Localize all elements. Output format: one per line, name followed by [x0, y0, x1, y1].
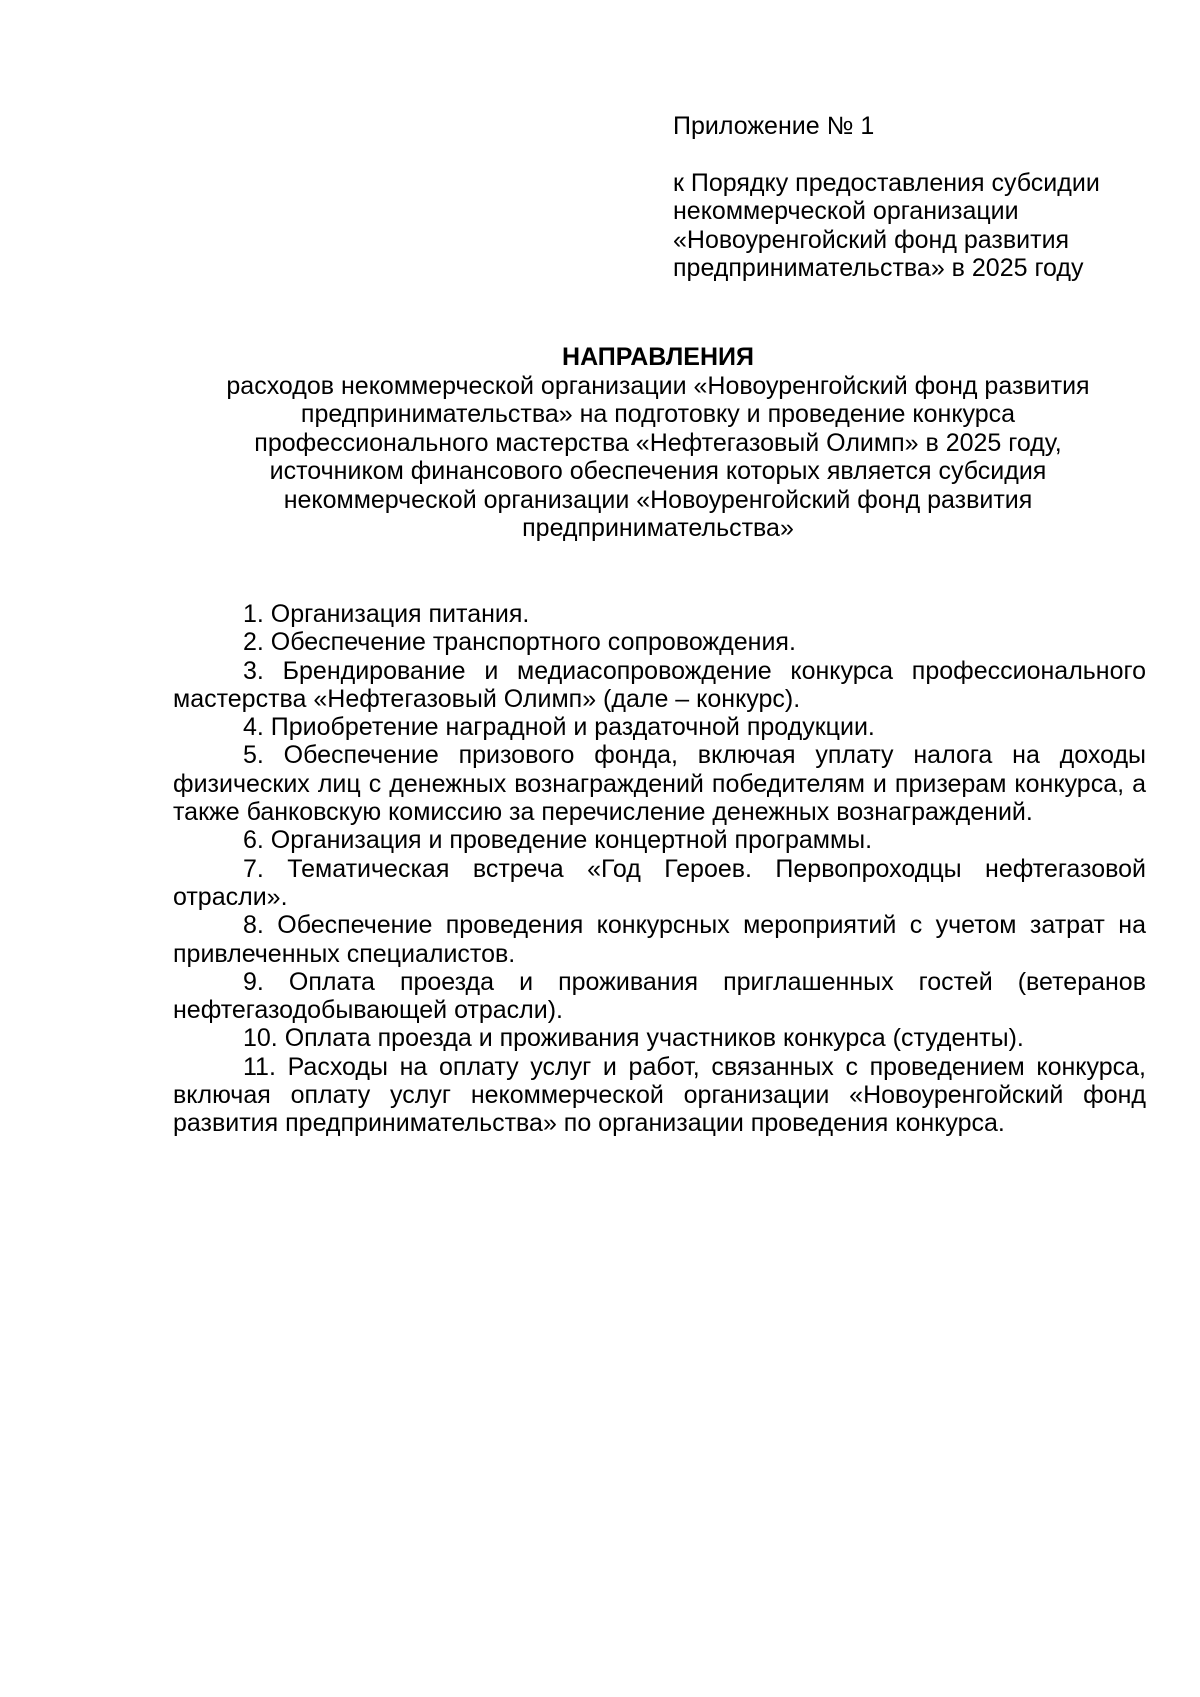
appendix-block: [673, 112, 1143, 283]
list-item: 4. Приобретение наградной и раздаточной продукции.: [243, 713, 875, 742]
list-item: 5. Обеспечение призового фонда, включая уплату налога на доходы физических лиц с денежных вознаграждений победителям и призерам конкурса, а также банковскую комиссию за перечисление денежных вознаграждений.: [173, 741, 1146, 827]
appendix-reference: к Порядку предоставления субсидии некоммерческой организации «Новоуренгойский фонд развития предпринимательства» в 2025 году: [673, 168, 1100, 282]
list-item: 9. Оплата проезда и проживания приглашенных гостей (ветеранов нефтегазодобывающей отрасли).: [173, 967, 1146, 1025]
list-item: 10. Оплата проезда и проживания участников конкурса (студенты).: [243, 1024, 1024, 1053]
document-title: НАПРАВЛЕНИЯ: [562, 343, 754, 371]
list-item: 7. Тематическая встреча «Год Героев. Первопроходцы нефтегазовой отрасли».: [173, 854, 1146, 911]
list-item: 2. Обеспечение транспортного сопровождения.: [243, 628, 796, 657]
appendix-number: Приложение № 1: [673, 112, 875, 140]
list-item: 11. Расходы на оплату услуг и работ, связанных с проведением конкурса, включая оплату услуг некоммерческой организации «Новоуренгойский фонд развития предпринимательства» по организации проведения конкурса.: [173, 1052, 1146, 1138]
list-item: 8. Обеспечение проведения конкурсных мероприятий с учетом затрат на привлеченных специалистов.: [173, 911, 1146, 968]
list-item: 3. Брендирование и медиасопровождение конкурса профессионального мастерства «Нефтегазовый Олимп» (дале – конкурс).: [173, 656, 1146, 713]
document-heading: [150, 343, 1166, 543]
list-item: 1. Организация питания.: [243, 600, 530, 628]
document-subtitle: расходов некоммерческой организации «Новоуренгойский фонд развития предпринимательства» на подготовку и проведение конкурса профессионального мастерства «Нефтегазовый Олимп» в 2025 году, источником финансового обеспечения которых является субсидия некоммерческой организации «Новоуренгойский фонд развития предпринимательства»: [226, 371, 1090, 542]
list-item: 6. Организация и проведение концертной программы.: [243, 826, 873, 855]
expense-items-list: [173, 600, 1146, 1138]
